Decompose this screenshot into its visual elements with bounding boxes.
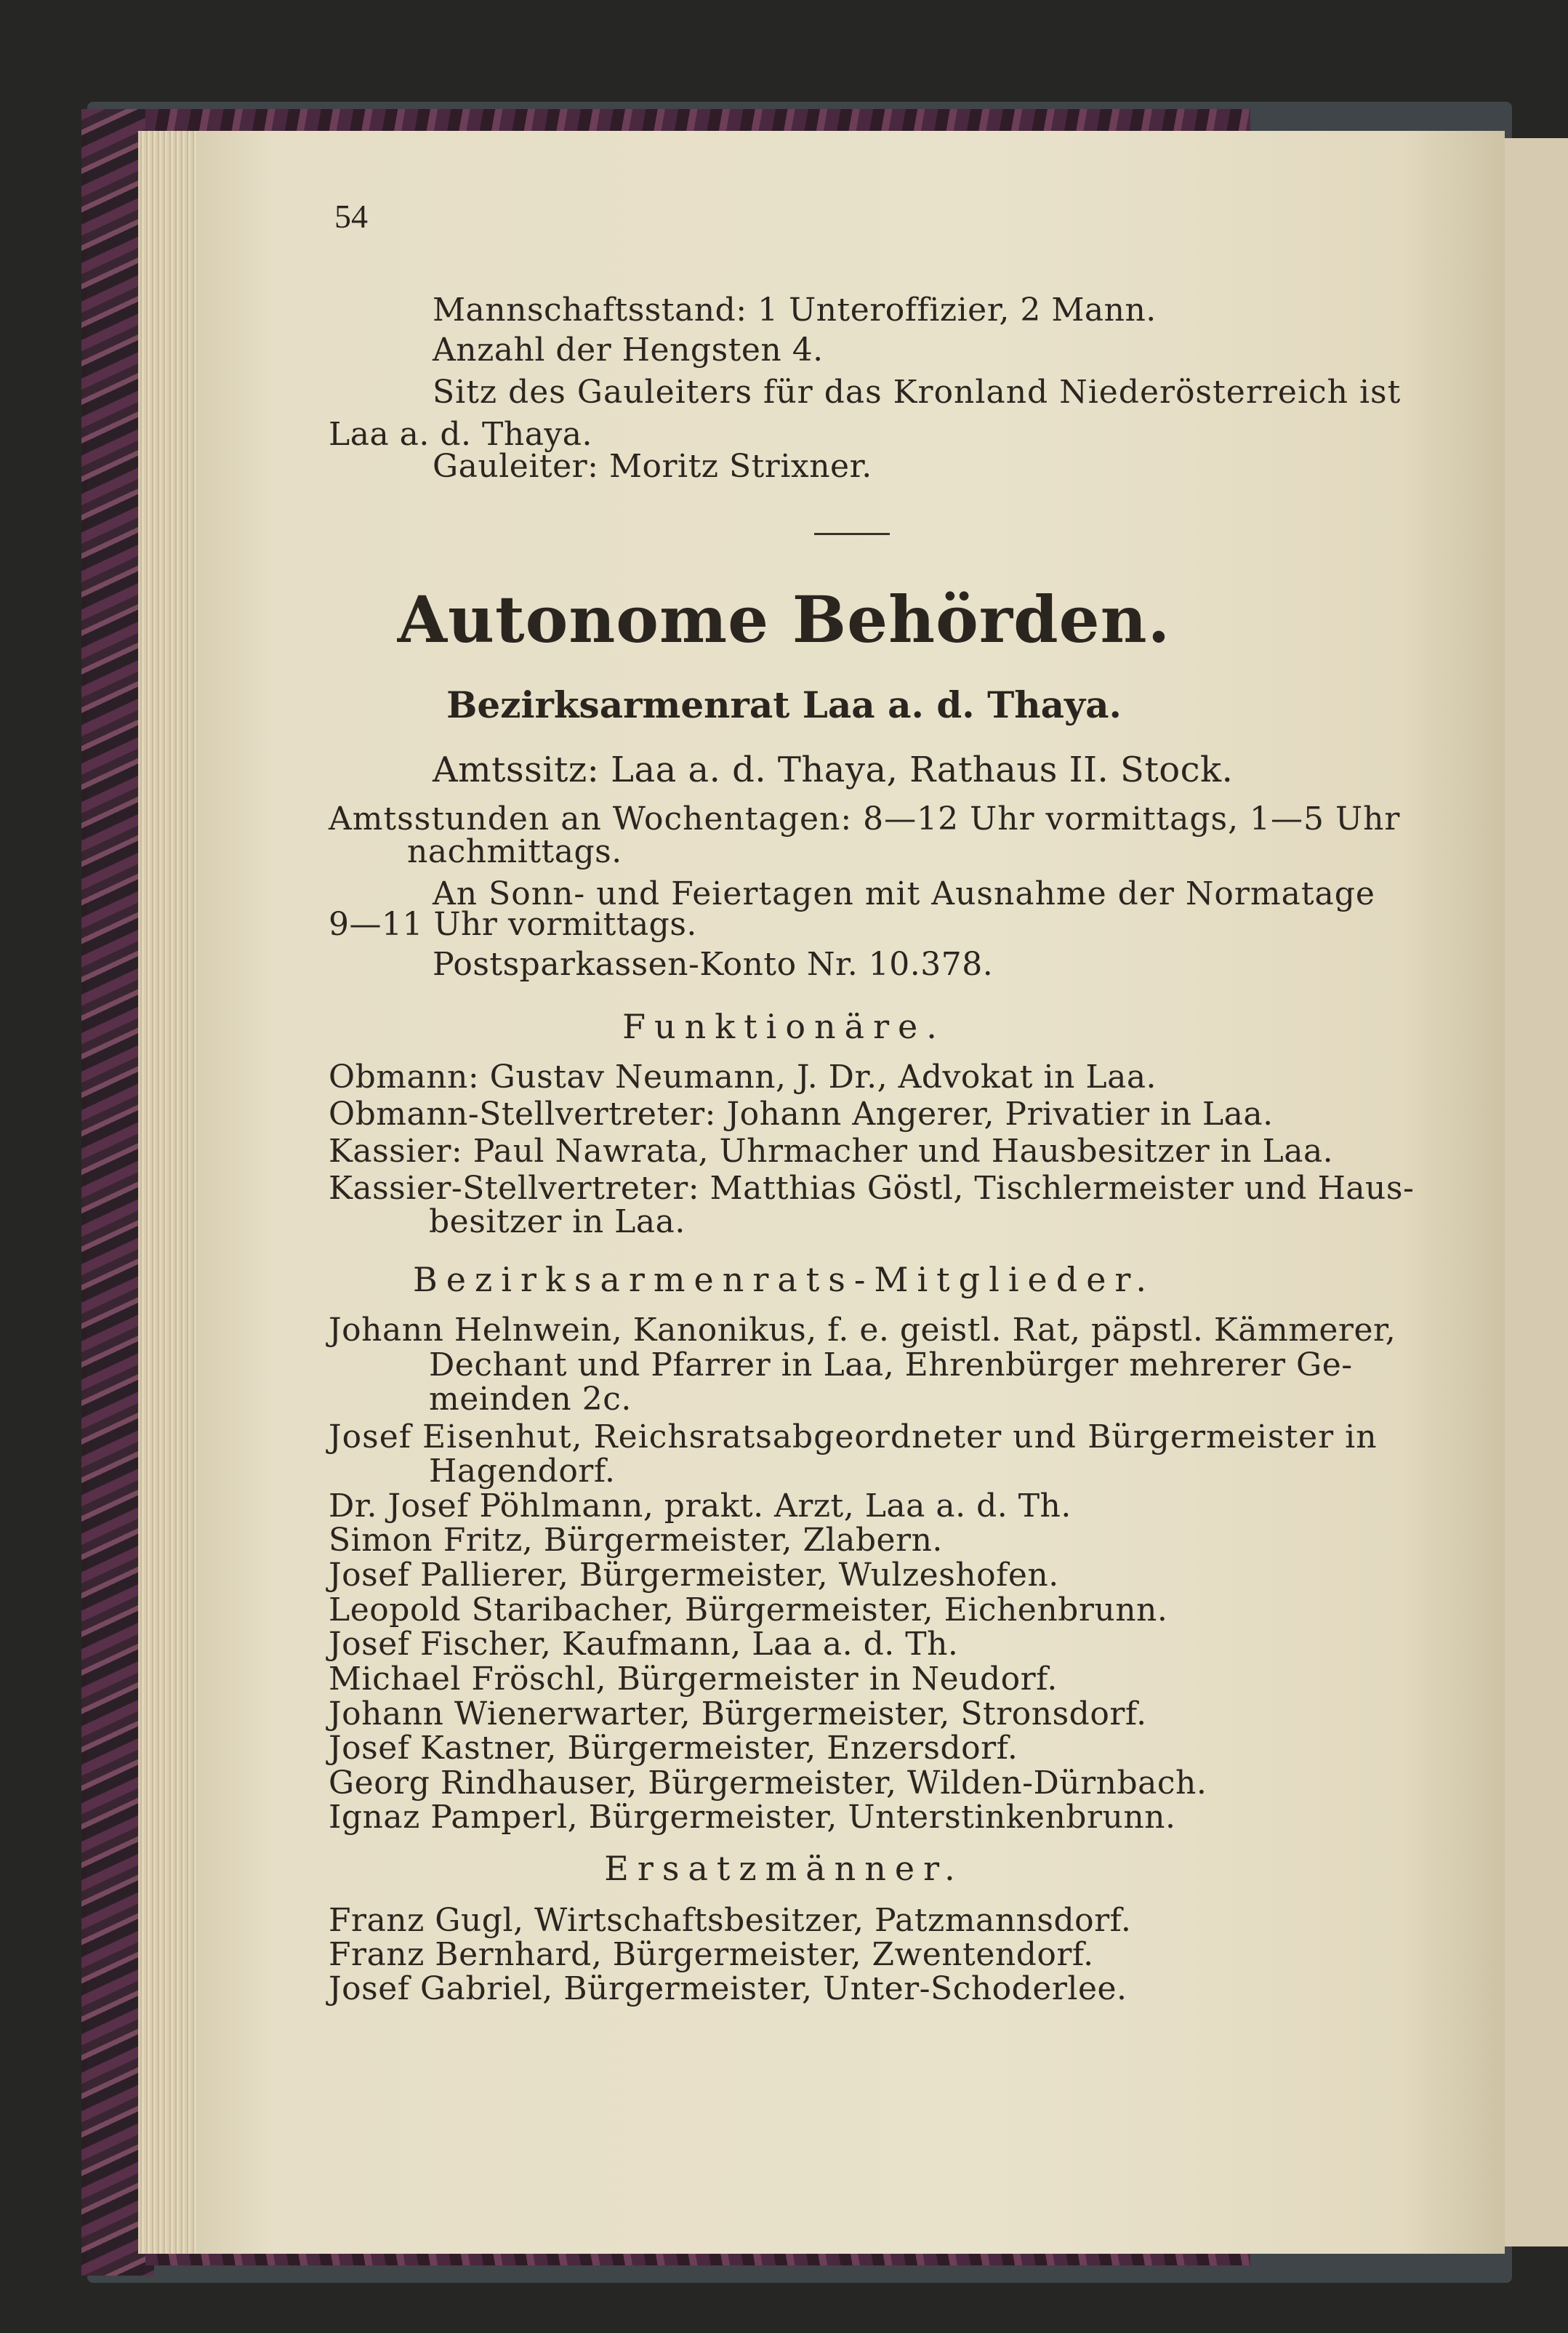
ersatz-entry: Franz Bernhard, Bürgermeister, Zwentendorf. (329, 1936, 1094, 1973)
ersatz-entry: Franz Gugl, Wirtschaftsbesitzer, Patzmannsdorf. (329, 1902, 1132, 1939)
facing-page-edge (1505, 138, 1568, 2246)
mitglied-entry: Dechant und Pfarrer in Laa, Ehrenbürger mehrerer Ge- (429, 1346, 1353, 1384)
mitglied-entry: Josef Fischer, Kaufmann, Laa a. d. Th. (329, 1626, 959, 1663)
mitglied-entry: Ignaz Pamperl, Bürgermeister, Unterstinkenbrunn. (329, 1799, 1176, 1836)
mitglied-entry: Michael Fröschl, Bürgermeister in Neudorf. (329, 1661, 1058, 1698)
funktionaer-entry: Kassier-Stellvertreter: Matthias Göstl, Tischlermeister und Haus- (329, 1170, 1415, 1207)
intro-line: Anzahl der Hengsten 4. (433, 332, 824, 369)
intro-line: Laa a. d. Thaya. (329, 416, 593, 453)
mitglied-entry: Johann Wienerwarter, Bürgermeister, Stronsdorf. (329, 1695, 1147, 1732)
mitglied-entry: Leopold Staribacher, Bürgermeister, Eichenbrunn. (329, 1591, 1168, 1629)
funktionaer-entry: Kassier: Paul Nawrata, Uhrmacher und Hausbesitzer in Laa. (329, 1133, 1334, 1170)
intro-line: Sitz des Gauleiters für das Kronland Niederösterreich ist (433, 374, 1402, 411)
mitglied-entry: Josef Pallierer, Bürgermeister, Wulzeshofen. (329, 1557, 1059, 1594)
mitglied-entry: Josef Eisenhut, Reichsratsabgeordneter und Bürgermeister in (329, 1418, 1378, 1455)
funktionaer-entry: Obmann: Gustav Neumann, J. Dr., Advokat in Laa. (329, 1059, 1157, 1096)
funktionaer-entry: besitzer in Laa. (429, 1203, 686, 1240)
intro-line: Gauleiter: Moritz Strixner. (433, 448, 872, 485)
mitglied-entry: Dr. Josef Pöhlmann, prakt. Arzt, Laa a. d. Th. (329, 1487, 1072, 1525)
mitglied-entry: Johann Helnwein, Kanonikus, f. e. geistl. Rat, päpstl. Kämmerer, (329, 1312, 1396, 1349)
divider (814, 533, 890, 535)
office-line: Amtssitz: Laa a. d. Thaya, Rathaus II. Stock. (433, 750, 1234, 790)
section-heading: Bezirksarmenrat Laa a. d. Thaya. (446, 683, 1122, 726)
ersatz-entry: Josef Gabriel, Bürgermeister, Unter-Schoderlee. (329, 1970, 1127, 2007)
mitglied-entry: meinden 2c. (429, 1381, 632, 1418)
page-edges (138, 131, 204, 2254)
mitglied-entry: Josef Kastner, Bürgermeister, Enzersdorf. (329, 1730, 1018, 1767)
funktionaere-heading: Funktionäre. (622, 1007, 946, 1046)
office-line: An Sonn- und Feiertagen mit Ausnahme der Normatage (433, 875, 1375, 912)
mitglieder-heading: Bezirksarmenrats-Mitglieder. (413, 1260, 1155, 1299)
office-line: nachmittags. (407, 833, 622, 870)
mitglied-entry: Hagendorf. (429, 1453, 616, 1490)
ersatz-heading: Ersatzmänner. (604, 1849, 964, 1888)
intro-line: Mannschaftsstand: 1 Unteroffizier, 2 Mann. (433, 292, 1157, 329)
office-line: 9—11 Uhr vormittags. (329, 906, 697, 943)
office-line: Amtsstunden an Wochentagen: 8—12 Uhr vormittags, 1—5 Uhr (329, 800, 1401, 838)
office-line: Postsparkassen-Konto Nr. 10.378. (433, 946, 994, 983)
mitglied-entry: Georg Rindhauser, Bürgermeister, Wilden-Dürnbach. (329, 1764, 1207, 1802)
page-title: Autonome Behörden. (397, 582, 1171, 657)
mitglied-entry: Simon Fritz, Bürgermeister, Zlabern. (329, 1522, 943, 1559)
page-number: 54 (334, 198, 368, 235)
funktionaer-entry: Obmann-Stellvertreter: Johann Angerer, Privatier in Laa. (329, 1096, 1274, 1133)
